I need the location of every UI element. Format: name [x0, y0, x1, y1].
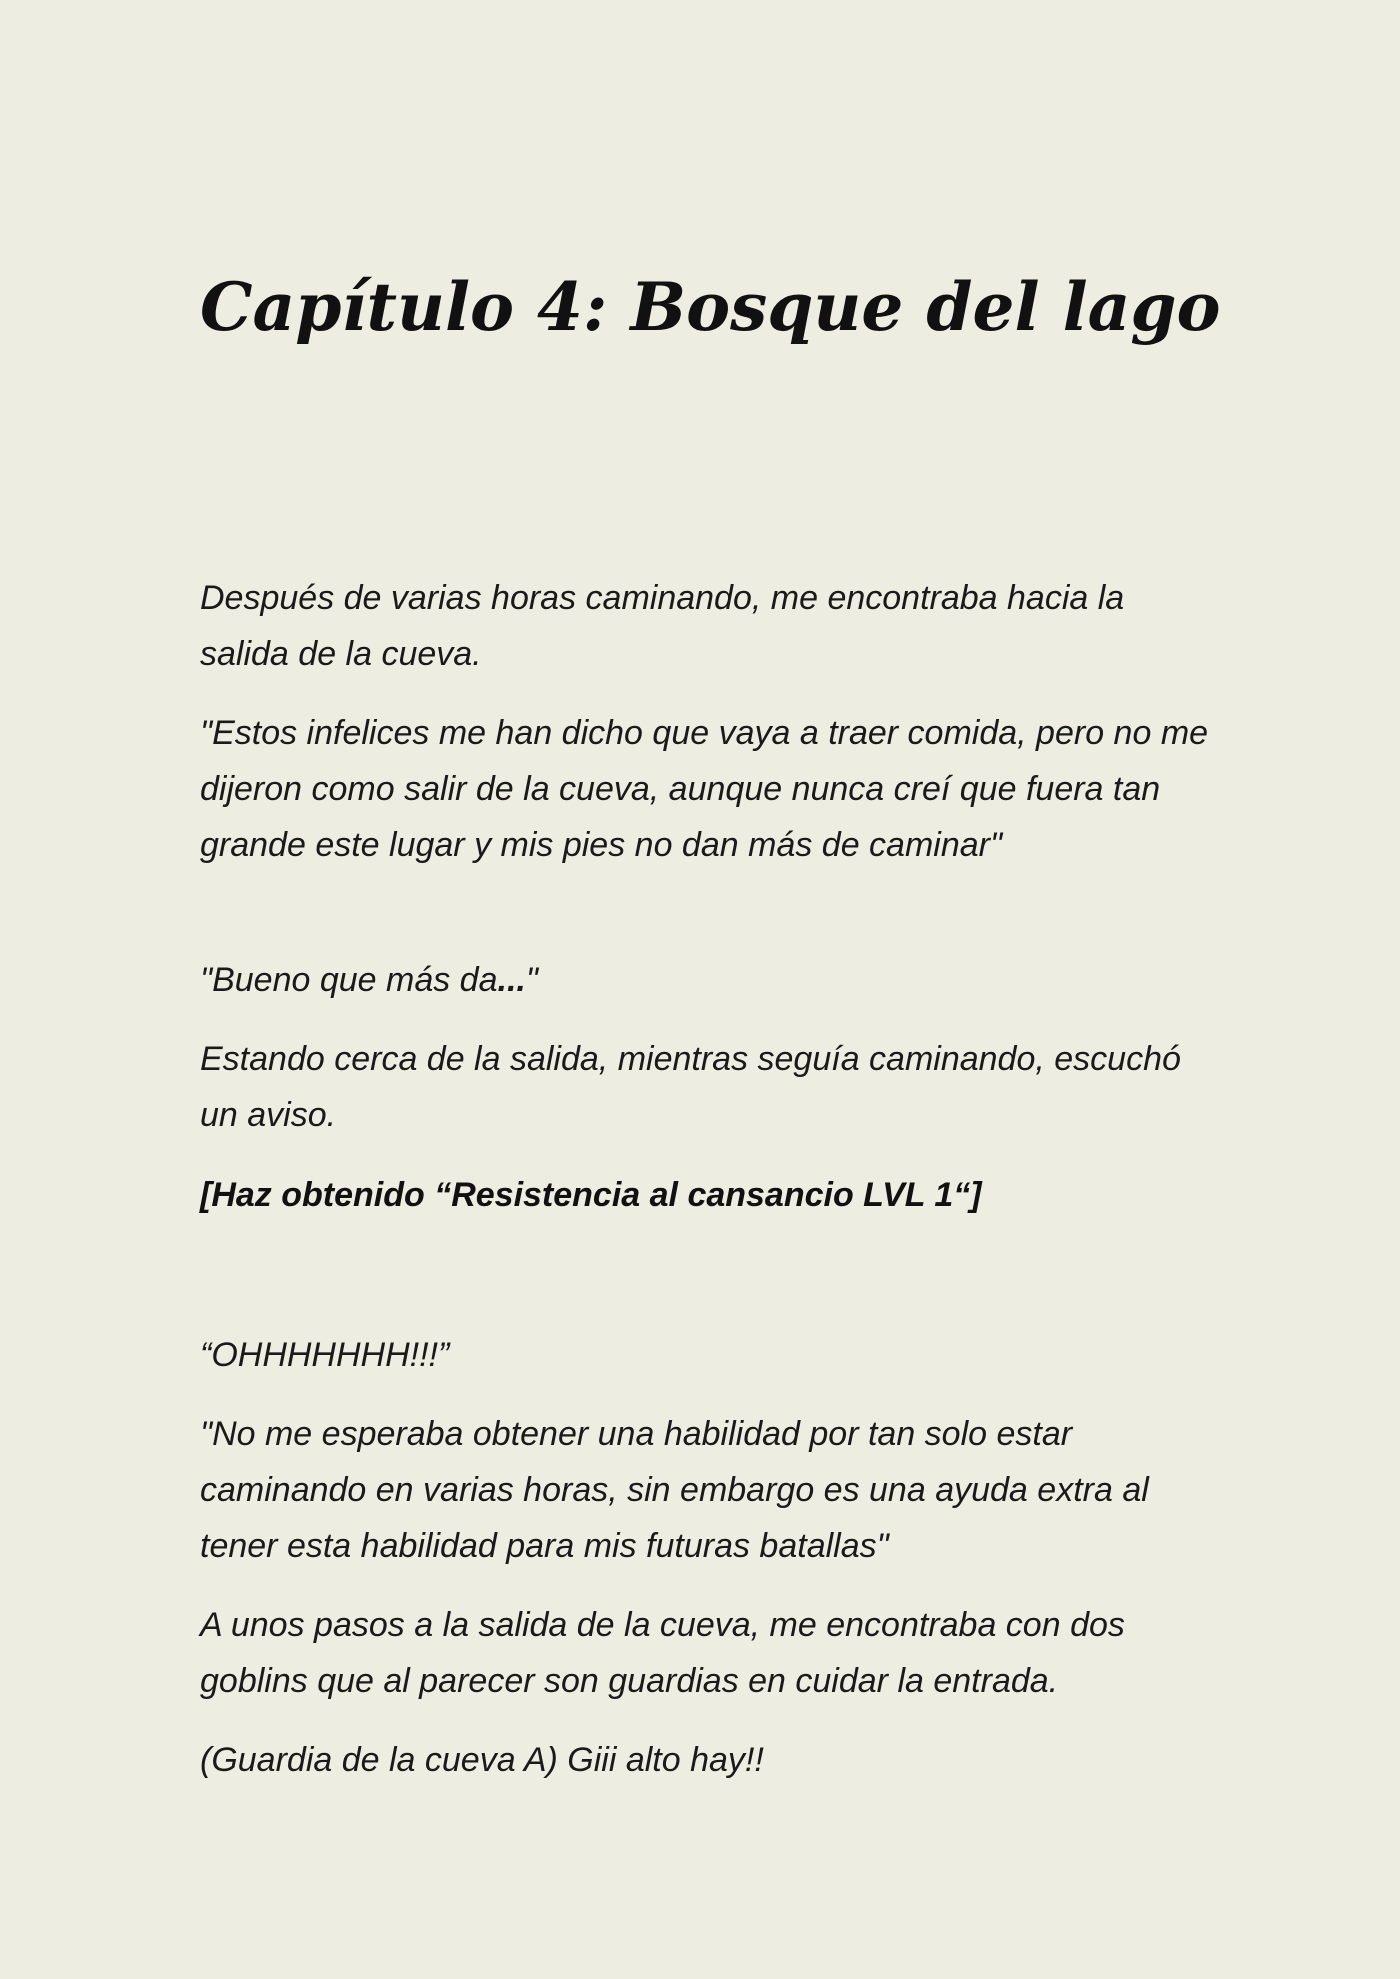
paragraph-4: Estando cerca de la salida, mientras seguía caminando, escuchó un aviso.: [200, 1040, 1181, 1134]
paragraph-3-ellipsis: ...: [497, 961, 526, 999]
paragraph-3-quote: ": [525, 961, 538, 999]
paragraph-2: "Estos infelices me han dicho que vaya a traer comida, pero no me dijeron como salir de la cueva, aunque nunca creí que fuera tan grande este lugar y mis pies no dan más de caminar": [200, 714, 1209, 864]
paragraph-3: [200, 952, 1210, 1008]
skill-notification: [Haz obtenido “Resistencia al cansancio LVL 1“]: [200, 1176, 982, 1214]
chapter-title: Capítulo 4: Bosque del lago: [200, 268, 1221, 346]
paragraph-9: (Guardia de la cueva A) Giii alto hay!!: [200, 1741, 764, 1779]
paragraph-8: A unos pasos a la salida de la cueva, me encontraba con dos goblins que al parecer son guardias en cuidar la entrada.: [200, 1606, 1125, 1700]
paragraph-7: "No me esperaba obtener una habilidad por tan solo estar caminando en varias horas, sin embargo es una ayuda extra al tener esta habilidad para mis futuras batallas": [200, 1415, 1149, 1565]
paragraph-3-text: "Bueno que más da: [200, 961, 498, 999]
paragraph-1: Después de varias horas caminando, me encontraba hacia la salida de la cueva.: [200, 579, 1125, 673]
paragraph-exclamation: “OHHHHHHH!!!”: [200, 1336, 450, 1374]
